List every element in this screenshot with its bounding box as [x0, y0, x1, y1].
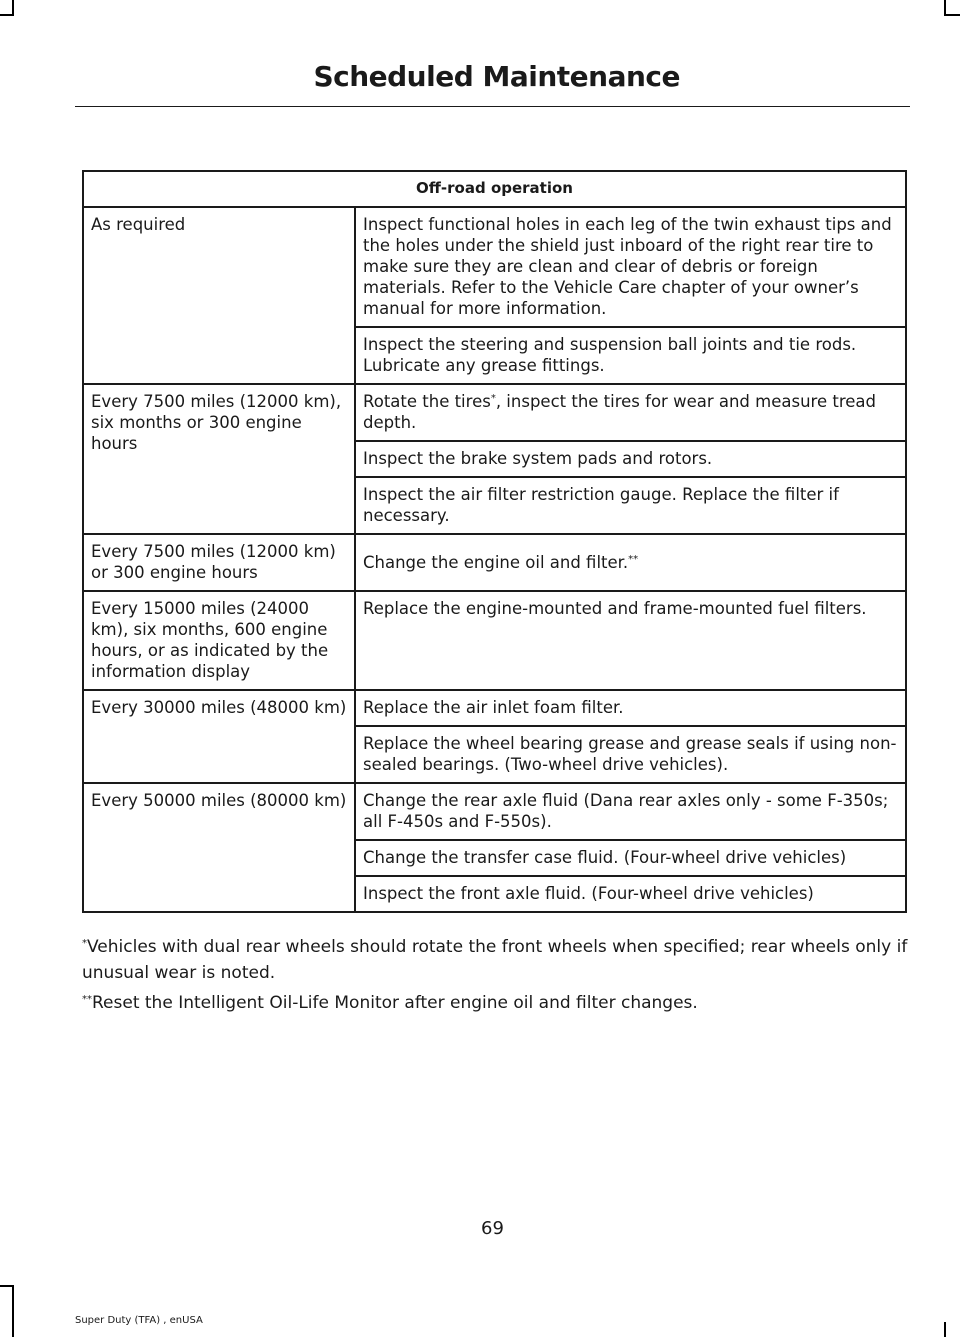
title-divider: [75, 106, 910, 107]
interval-cell: Every 15000 miles (24000 km), six months, 600 engine hours, or as indicated by the information display: [83, 591, 355, 690]
task-cell: Replace the wheel bearing grease and grease seals if using non-sealed bearings. (Two-wheel drive vehicles).: [355, 726, 906, 783]
footnote-marker: **: [628, 553, 639, 565]
table-row: [83, 690, 906, 726]
task-cell: Inspect the steering and suspension ball joints and tie rods. Lubricate any grease fittings.: [355, 327, 906, 384]
footnote-marker: *: [490, 393, 496, 404]
task-cell: Change the rear axle fluid (Dana rear axles only - some F-350s; all F-450s and F-550s).: [355, 783, 906, 840]
footnote-marker: *: [82, 938, 87, 949]
crop-mark: [0, 1285, 14, 1287]
task-cell: Replace the engine-mounted and frame-mounted fuel filters.: [355, 591, 906, 690]
footnote: [82, 934, 908, 986]
task-text: Change the engine oil and filter.: [363, 552, 629, 572]
task-cell: Inspect the air filter restriction gauge. Replace the filter if necessary.: [355, 477, 906, 534]
interval-cell: As required: [83, 207, 355, 384]
task-cell: Inspect the brake system pads and rotors.: [355, 441, 906, 477]
crop-mark: [0, 14, 14, 16]
crop-mark: [12, 1285, 14, 1337]
interval-cell: Every 7500 miles (12000 km), six months or 300 engine hours: [83, 384, 355, 534]
document-id: Super Duty (TFA) , enUSA: [75, 1315, 203, 1326]
interval-cell: Every 30000 miles (48000 km): [83, 690, 355, 783]
task-text: , inspect the tires for wear and measure tread depth.: [363, 392, 876, 432]
footnote-text: Reset the Intelligent Oil-Life Monitor after engine oil and filter changes.: [92, 993, 698, 1013]
interval-cell: Every 7500 miles (12000 km) or 300 engine hours: [83, 534, 355, 591]
page-title: Scheduled Maintenance: [313, 60, 680, 93]
table-row: [83, 591, 906, 690]
maintenance-table: [82, 170, 907, 913]
table-row: [83, 534, 906, 591]
crop-mark: [944, 1322, 946, 1337]
crop-mark: [944, 14, 960, 16]
task-cell: Inspect the front axle fluid. (Four-wheel drive vehicles): [355, 876, 906, 912]
task-cell: Replace the air inlet foam filter.: [355, 690, 906, 726]
footnote-text: Vehicles with dual rear wheels should rotate the front wheels when specified; rear wheels only if unusual wear is noted.: [82, 937, 908, 983]
footnote: [82, 990, 908, 1016]
footnote-marker: **: [82, 994, 92, 1005]
table-row: [83, 384, 906, 441]
table-row: [83, 207, 906, 327]
page-number: 69: [481, 1218, 504, 1239]
task-text: Rotate the tires: [363, 392, 491, 411]
table-heading: Off-road operation: [83, 171, 906, 207]
task-cell: Change the transfer case fluid. (Four-wheel drive vehicles): [355, 840, 906, 876]
interval-cell: Every 50000 miles (80000 km): [83, 783, 355, 912]
table-row: [83, 783, 906, 840]
task-cell: [355, 534, 906, 591]
task-cell: [355, 384, 906, 441]
task-cell: Inspect functional holes in each leg of the twin exhaust tips and the holes under the shield just inboard of the right rear tire to make sure they are clean and clear of debris or foreign materials. Refer to the Vehicle Care chapter of your owner’s manual for more information.: [355, 207, 906, 327]
